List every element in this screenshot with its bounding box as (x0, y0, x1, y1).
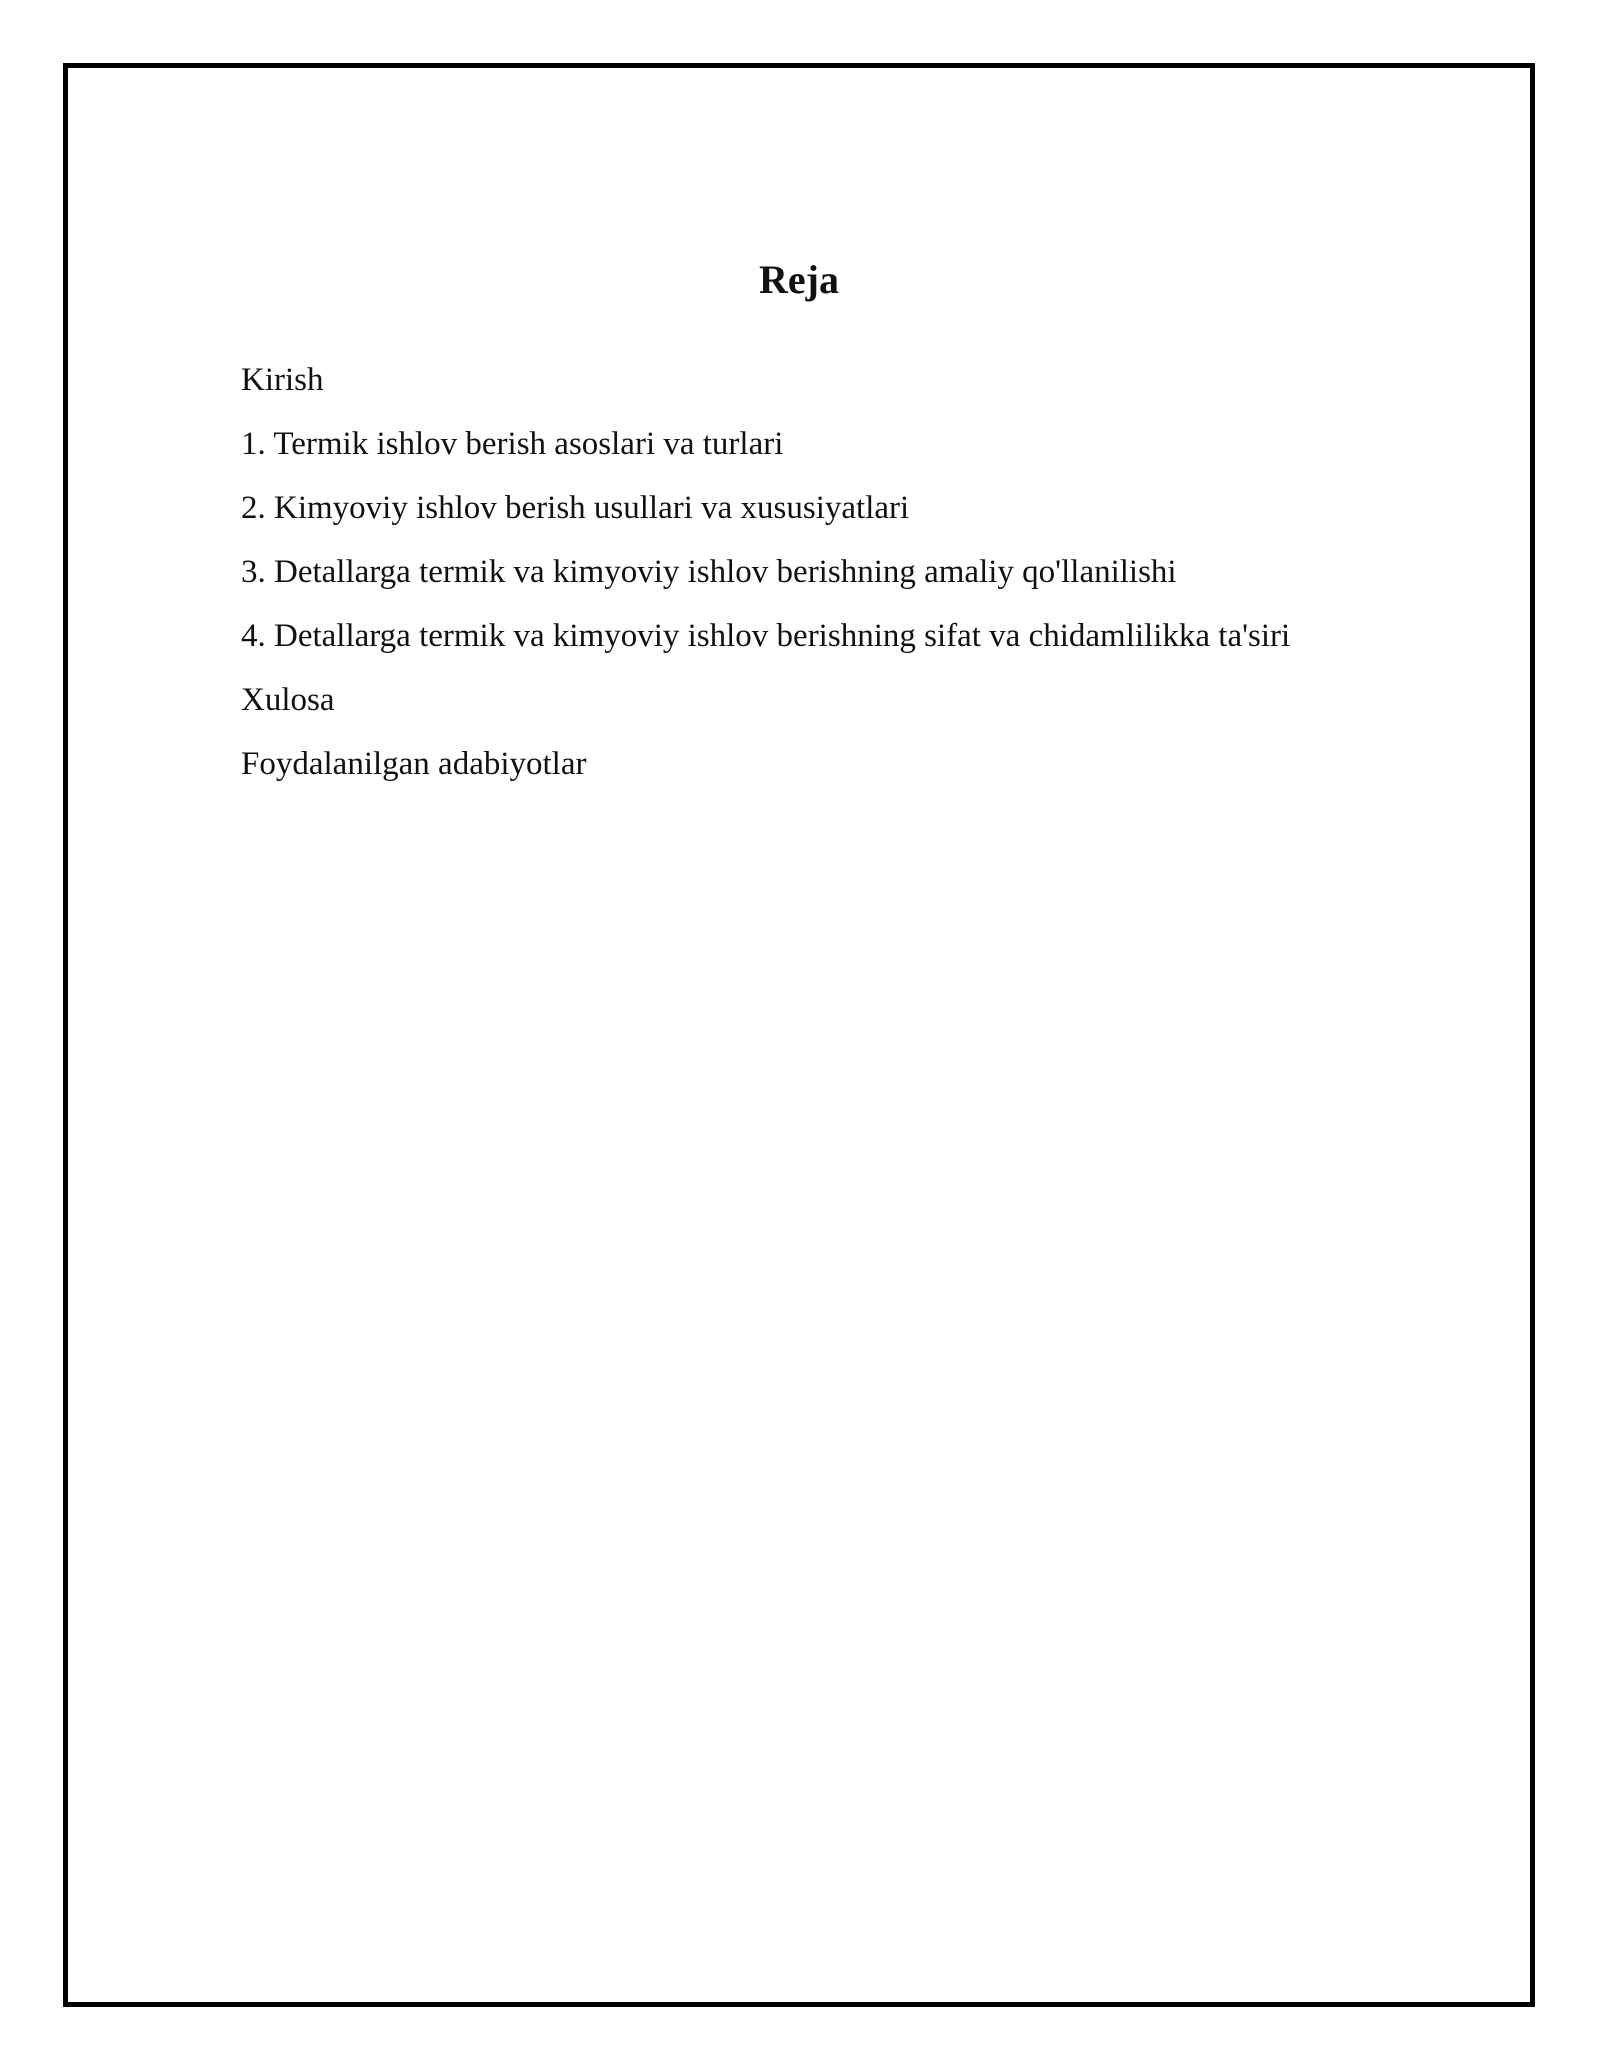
outline-item-intro: Kirish (241, 362, 324, 398)
outline-item-3: 3. Detallarga termik va kimyoviy ishlov berishning amaliy qo'llanilishi (241, 554, 1177, 590)
page-title: Reja (759, 257, 839, 302)
outline-item-references: Foydalanilgan adabiyotlar (241, 746, 587, 782)
outline-item-4: 4. Detallarga termik va kimyoviy ishlov berishning sifat va chidamlilikka ta'siri (241, 618, 1291, 654)
outline-item-1: 1. Termik ishlov berish asoslari va turlari (241, 426, 784, 462)
page-border (63, 63, 1535, 2007)
outline-list (241, 356, 1391, 804)
outline-item-conclusion: Xulosa (241, 682, 335, 718)
outline-item-2: 2. Kimyoviy ishlov berish usullari va xususiyatlari (241, 490, 910, 526)
